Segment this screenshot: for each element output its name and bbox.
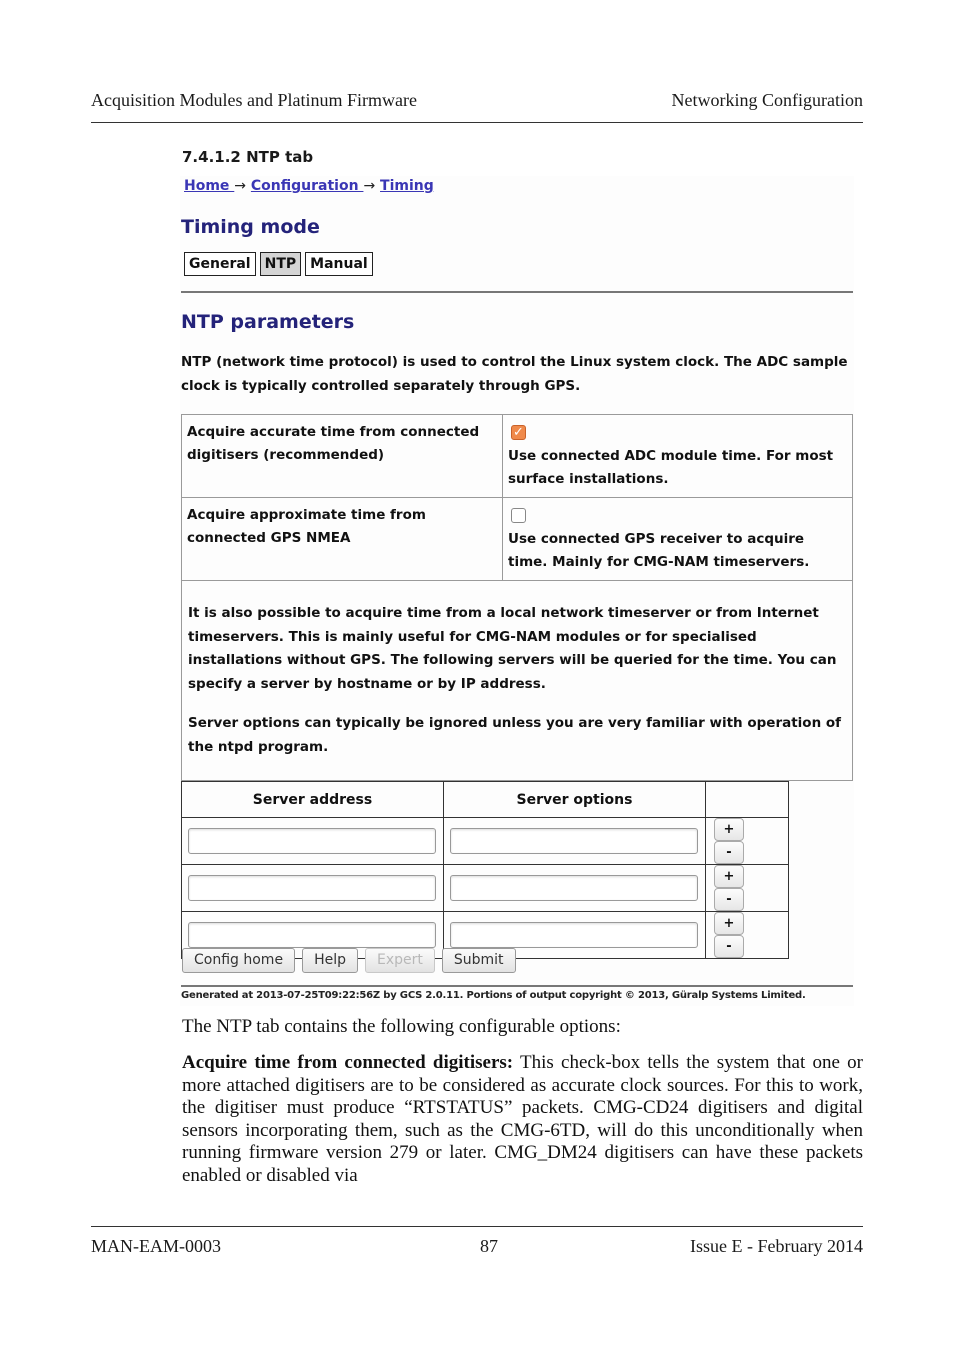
term-description: This check-box tells the system that one or more attached digitisers are to be considered as accurate clock sources. For this to work, the digitiser must produce “RTSTATUS” packets. CMG-CD24 digitisers and digital sensors incorporating them, such as the CMG-6TD, will do this unconditionally when running firmware version 279 or later. CMG_DM24 digitisers can have these packets enabled or disabled via xyxy=(182,1052,863,1186)
option-control xyxy=(503,415,853,498)
timing-tabs xyxy=(184,252,373,276)
server-options-cell xyxy=(444,865,706,912)
generated-note: Generated at 2013-07-25T09:22:56Z by GCS 2.0.11. Portions of output copyright © 2013, Güralp Systems Limited. xyxy=(181,990,806,1001)
server-options-input[interactable] xyxy=(450,875,698,901)
config-home-button[interactable]: Config home xyxy=(182,948,295,973)
breadcrumb-timing-link[interactable]: Timing xyxy=(380,178,434,194)
screenshot-footer-divider xyxy=(181,985,853,987)
tab-manual[interactable]: Manual xyxy=(305,252,373,276)
column-header-actions xyxy=(706,782,789,818)
option-description: Use connected ADC module time. For most surface installations. xyxy=(508,448,834,487)
server-options-input[interactable] xyxy=(450,922,698,948)
option-row-digitisers xyxy=(182,415,853,498)
body-paragraph-intro: The NTP tab contains the following configurable options: xyxy=(182,1016,621,1037)
ntp-intro-text: NTP (network time protocol) is used to control the Linux system clock. The ADC sample clock is typically controlled separately through GPS. xyxy=(181,354,848,394)
server-options-cell xyxy=(444,818,706,865)
server-table-header xyxy=(182,782,789,818)
breadcrumb-arrow: → xyxy=(234,178,247,194)
ntp-tab-screenshot xyxy=(180,176,854,1006)
timeserver-info-text: It is also possible to acquire time from a local network timeserver or from Internet timeservers. This is mainly useful for CMG-NAM modules or for specialised installations without GPS. The following servers will be queried for the time. You can specify a server by hostname or by IP address. xyxy=(188,605,837,692)
row-actions-cell xyxy=(706,912,789,959)
running-header-title: Acquisition Modules and Platinum Firmware xyxy=(91,90,417,110)
add-server-button[interactable]: + xyxy=(714,865,744,888)
server-address-cell xyxy=(182,818,444,865)
footer-rule xyxy=(91,1226,863,1227)
option-description: Use connected GPS receiver to acquire time. Mainly for CMG-NAM timeservers. xyxy=(508,531,810,570)
breadcrumb xyxy=(184,178,434,194)
breadcrumb-configuration-link[interactable]: Configuration xyxy=(250,178,364,194)
page-number: 87 xyxy=(480,1236,498,1256)
remove-server-button[interactable]: - xyxy=(714,888,744,911)
running-header-section: Networking Configuration xyxy=(671,90,863,110)
option-label: Acquire approximate time from connected GPS NMEA xyxy=(182,498,503,581)
add-server-button[interactable]: + xyxy=(714,818,744,841)
ntp-parameters-heading: NTP parameters xyxy=(181,311,355,333)
server-row xyxy=(182,818,789,865)
acquire-gps-time-checkbox[interactable] xyxy=(511,508,526,523)
term-acquire-time: Acquire time from connected digitisers: xyxy=(182,1052,514,1073)
remove-server-button[interactable]: - xyxy=(714,935,744,958)
server-table xyxy=(181,781,789,959)
server-options-input[interactable] xyxy=(450,828,698,854)
remove-server-button[interactable]: - xyxy=(714,841,744,864)
document-code: MAN-EAM-0003 xyxy=(91,1236,221,1256)
option-control xyxy=(503,498,853,581)
acquire-digitiser-time-checkbox[interactable]: ✓ xyxy=(511,425,526,440)
column-header-server-options: Server options xyxy=(444,782,706,818)
screenshot-divider xyxy=(181,291,853,293)
option-label: Acquire accurate time from connected digitisers (recommended) xyxy=(182,415,503,498)
submit-button[interactable]: Submit xyxy=(442,948,516,973)
section-heading: 7.4.1.2 NTP tab xyxy=(182,148,314,166)
ntp-options-table xyxy=(181,414,853,581)
server-address-input[interactable] xyxy=(188,922,436,948)
timeserver-info-box xyxy=(181,580,853,781)
help-button[interactable]: Help xyxy=(302,948,358,973)
row-actions-cell xyxy=(706,818,789,865)
expert-button: Expert xyxy=(365,948,435,973)
issue-date: Issue E - February 2014 xyxy=(690,1236,863,1256)
breadcrumb-arrow: → xyxy=(363,178,376,194)
breadcrumb-home-link[interactable]: Home xyxy=(184,178,235,194)
option-row-gps xyxy=(182,498,853,581)
server-row xyxy=(182,865,789,912)
body-paragraph-digitisers xyxy=(182,1052,863,1187)
row-actions-cell xyxy=(706,865,789,912)
timing-mode-heading: Timing mode xyxy=(181,216,320,238)
server-address-input[interactable] xyxy=(188,875,436,901)
add-server-button[interactable]: + xyxy=(714,912,744,935)
tab-ntp[interactable]: NTP xyxy=(260,252,302,276)
column-header-server-address: Server address xyxy=(182,782,444,818)
form-buttons xyxy=(182,948,516,973)
server-address-input[interactable] xyxy=(188,828,436,854)
server-options-info-text: Server options can typically be ignored unless you are very familiar with operation of the ntpd program. xyxy=(188,715,842,755)
header-rule xyxy=(91,122,863,123)
server-address-cell xyxy=(182,865,444,912)
tab-general[interactable]: General xyxy=(184,252,256,276)
